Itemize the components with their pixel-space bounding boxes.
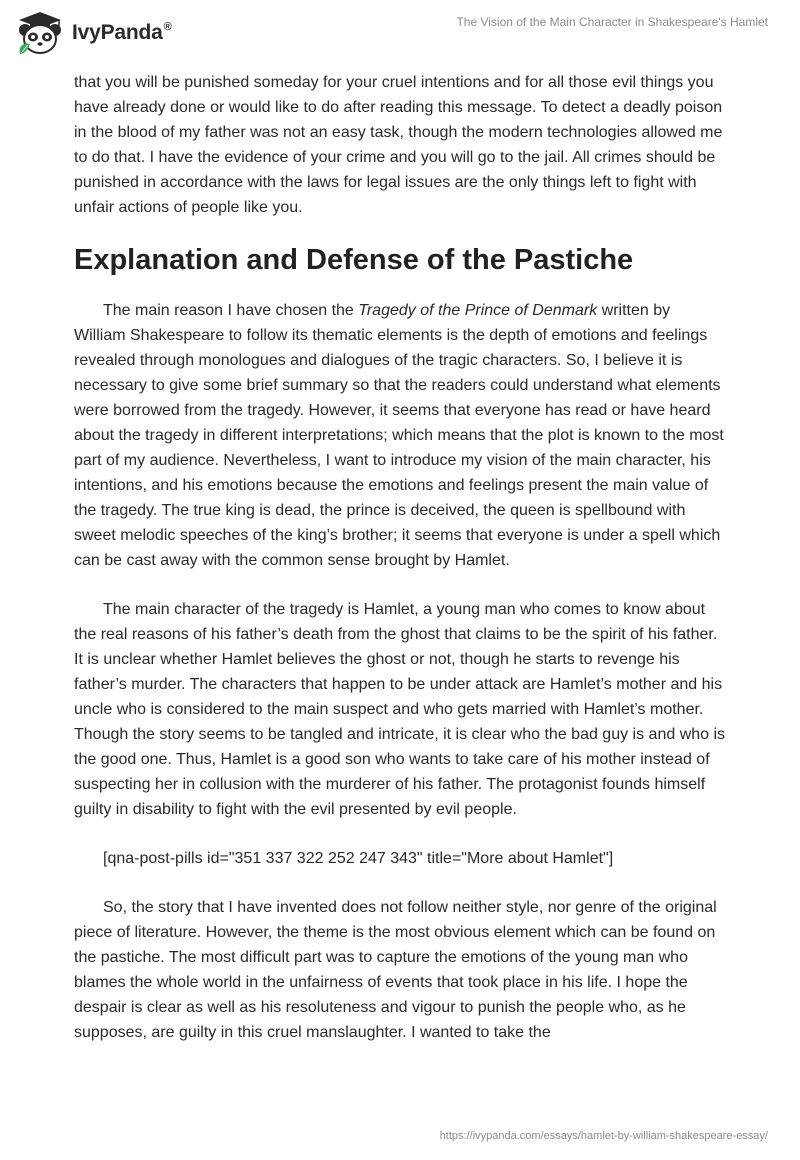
brand-name: IvyPanda® bbox=[72, 21, 172, 44]
source-url[interactable]: https://ivypanda.com/essays/hamlet-by-william-shakespeare-essay/ bbox=[439, 1130, 768, 1142]
paragraph-1: The main reason I have chosen the Tragedy of the Prince of Denmark written by William Shakespeare to follow its thematic elements is the depth of emotions and feelings revealed through monologues and dialogues of the tragic characters. So, I believe it is necessary to give some brief summary so that the readers could understand what elements were borrowed from the tragedy. However, it seems that everyone has read or have heard about the tragedy in different interpretations; which means that the plot is known to the most part of my audience. Nevertheless, I want to introduce my vision of the main character, his intentions, and his emotions because the emotions and feelings present the main value of the tragedy. The true king is dead, the prince is deceived, the queen is spellbound with sweet melodic speeches of the king’s brother; it seems that everyone is under a spell which can be cast away with the common sense brought by Hamlet. bbox=[74, 302, 724, 569]
document-title: The Vision of the Main Character in Shakespeare's Hamlet bbox=[456, 15, 768, 29]
work-title: Tragedy of the Prince of Denmark bbox=[358, 302, 598, 319]
shortcode-text: [qna-post-pills id="351 337 322 252 247 343" title="More about Hamlet"] bbox=[103, 850, 614, 867]
page-header bbox=[0, 0, 800, 64]
essay-body bbox=[74, 70, 726, 1045]
panda-mascot-icon bbox=[14, 10, 66, 56]
paragraph-3: So, the story that I have invented does not follow neither style, nor genre of the original piece of literature. However, the theme is the most obvious element which can be found on the pastiche. The most difficult part was to capture the emotions of the young man who blames the whole world in the unfairness of events that took place in his life. I hope the despair is clear as well as his resoluteness and vigour to punish the people who, as he supposes, are guilty in this cruel manslaughter. I wanted to take the bbox=[74, 899, 717, 1041]
section-heading: Explanation and Defense of the Pastiche bbox=[74, 244, 634, 276]
paragraph-continued: that you will be punished someday for your cruel intentions and for all those evil things you have already done or would like to do after reading this message. To detect a deadly poison in the blood of my father was not an easy task, though the modern technologies allowed me to do that. I have the evidence of your crime and you will go to the jail. All crimes should be punished in accordance with the laws for legal issues are the only things left to fight with unfair actions of people like you. bbox=[74, 74, 723, 216]
paragraph-2: The main character of the tragedy is Hamlet, a young man who comes to know about the real reasons of his father’s death from the ghost that claims to be the spirit of his father. It is unclear whether Hamlet believes the ghost or not, though he starts to revenge his father’s murder. The characters that happen to be under attack are Hamlet’s mother and his uncle who is considered to the main suspect and who gets married with Hamlet’s mother. Though the story seems to be tangled and intricate, it is clear who the bad guy is and who is the good one. Thus, Hamlet is a good son who wants to take care of his mother instead of suspecting her in collusion with the murderer of his father. The protagonist founds himself guilty in disability to fight with the evil presented by evil people. bbox=[74, 601, 726, 818]
ivypanda-logo[interactable] bbox=[14, 8, 172, 58]
